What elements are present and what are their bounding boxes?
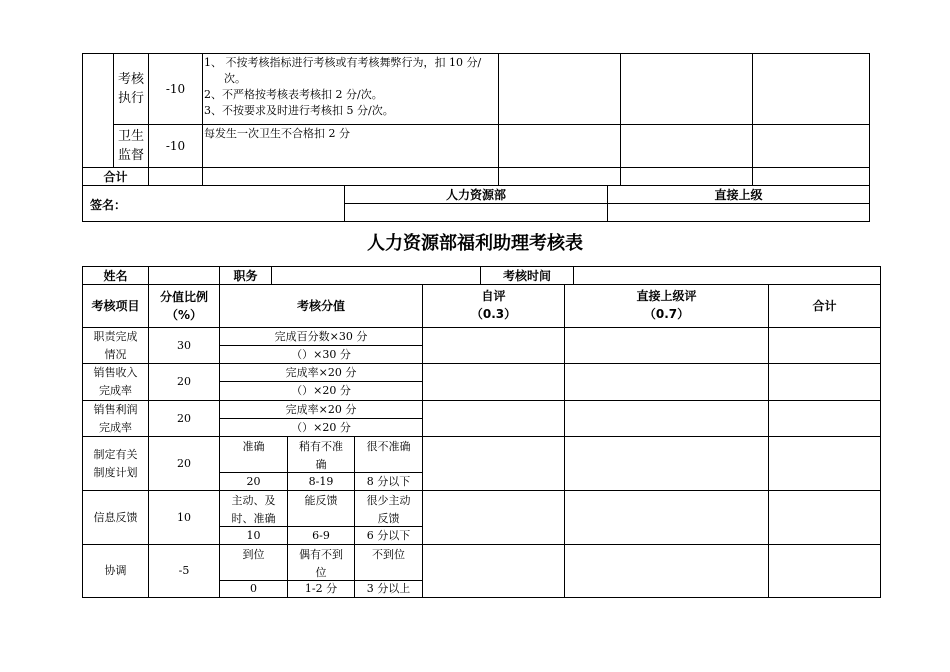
header-total: 合计 [812, 299, 837, 313]
position-value-field[interactable] [272, 267, 480, 284]
row-item: 销售利润 完成率 [93, 402, 138, 434]
level-score: 8 分以下 [366, 474, 411, 488]
hr-dept-label: 人力资源部 [445, 187, 506, 202]
row-item: 信息反馈 [93, 510, 138, 524]
row-ratio: -5 [178, 564, 190, 577]
row-ratio: 20 [177, 411, 191, 425]
level-option: 稍有不准 确 [299, 440, 343, 471]
row-ratio: 20 [177, 375, 191, 388]
row-item: 职责完成 情况 [93, 329, 138, 361]
level-option: 准确 [242, 440, 265, 453]
row-formula: 完成率×20 分 [285, 402, 357, 416]
top-row-notes: 每发生一次卫生不合格扣 2 分 [204, 127, 350, 140]
name-label: 姓名 [103, 268, 128, 283]
level-option: 很不准确 [366, 440, 411, 453]
top-row-item: 卫生 监督 [117, 129, 144, 163]
level-score: 8-19 [308, 474, 334, 488]
row-formula-input: （）×20 分 [291, 384, 351, 397]
row-ratio: 20 [177, 456, 191, 470]
time-value-field[interactable] [574, 267, 880, 284]
top-row-notes: 1、 不按考核指标进行考核或有考核舞弊行为，扣 10 分/ 次。 2、不严格按考核表考核扣 2 分/次。 3、不按要求及时进行考核扣 5 分/次。 [204, 56, 482, 117]
top-row-score: -10 [165, 82, 186, 96]
level-score: 10 [246, 528, 261, 542]
row-item: 协调 [104, 564, 127, 577]
header-score-value: 考核分值 [296, 299, 345, 313]
time-label: 考核时间 [502, 268, 551, 283]
row-formula: 完成率×20 分 [285, 365, 357, 379]
header-ratio: 分值比例 （%） [159, 290, 208, 322]
level-option: 到位 [242, 548, 265, 561]
level-score: 20 [246, 474, 261, 488]
level-score: 3 分以上 [366, 582, 411, 595]
level-option: 很少主动 反馈 [366, 494, 411, 525]
superior-label: 直接上级 [714, 187, 763, 202]
row-ratio: 30 [177, 338, 191, 352]
form-title: 人力资源部福利助理考核表 [367, 233, 583, 254]
row-item: 销售收入 完成率 [93, 366, 138, 397]
level-option: 主动、及 时、准确 [231, 494, 276, 525]
level-option: 不到位 [372, 548, 405, 561]
level-option: 偶有不到 位 [299, 548, 343, 579]
level-option: 能反馈 [304, 494, 338, 507]
top-row-score: -10 [165, 139, 186, 153]
row-ratio: 10 [177, 510, 191, 524]
header-superior-eval: 直接上级评 （0.7） [636, 289, 697, 321]
level-score: 0 [250, 582, 257, 595]
total-label: 合计 [103, 169, 128, 184]
level-score: 6-9 [312, 528, 330, 542]
name-value-field[interactable] [149, 267, 219, 284]
row-formula-input: （）×30 分 [291, 347, 351, 361]
sign-label: 签名： [90, 198, 127, 212]
row-formula: 完成百分数×30 分 [274, 329, 368, 343]
level-score: 1-2 分 [304, 582, 338, 595]
header-self-eval: 自评 （0.3） [470, 289, 517, 321]
row-item: 制定有关 制度计划 [93, 447, 138, 479]
level-score: 6 分以下 [366, 528, 411, 542]
position-label: 职务 [233, 268, 258, 283]
top-row-item: 考核 执行 [117, 72, 144, 106]
header-item: 考核项目 [91, 299, 140, 313]
row-formula-input: （）×20 分 [291, 420, 351, 434]
